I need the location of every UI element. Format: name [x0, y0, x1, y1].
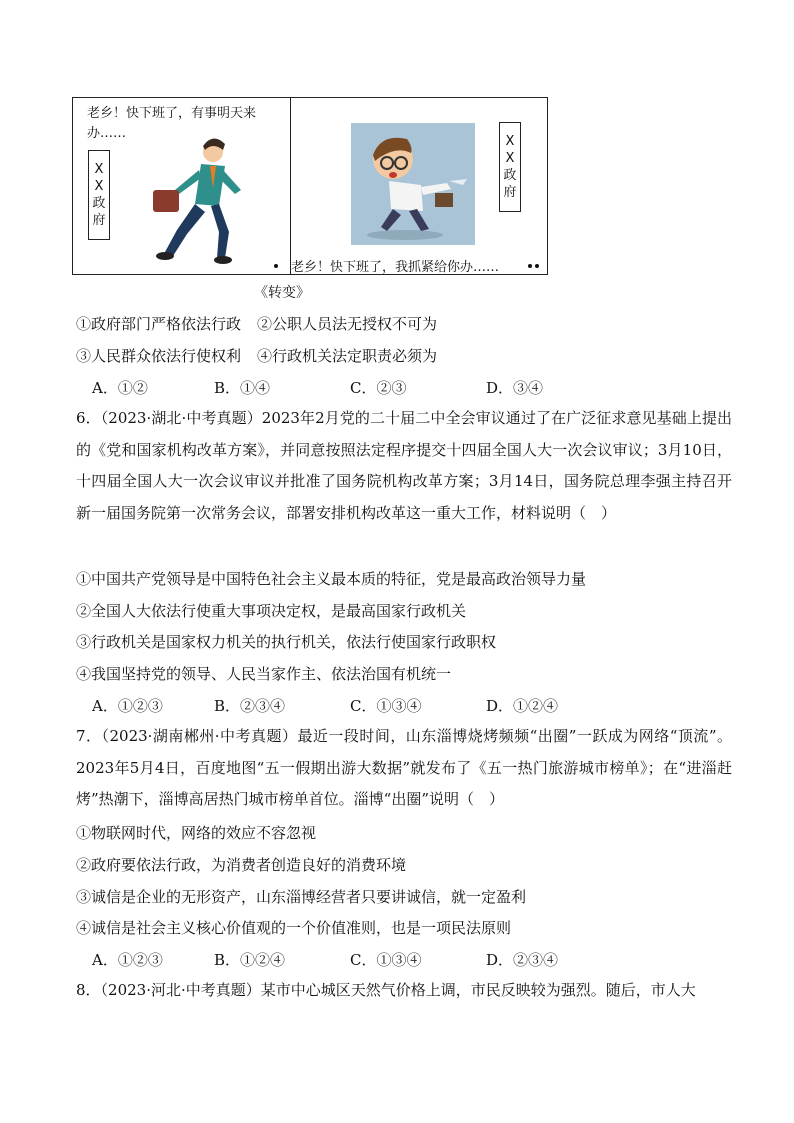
hurrying-official-illustration — [113, 134, 253, 266]
left-speech-text: 老乡！快下班了，有事明天来办…… — [87, 106, 257, 141]
dot-decoration — [274, 264, 278, 268]
option-a: A．①②③ — [92, 697, 163, 715]
panel-divider — [290, 98, 291, 274]
question-7-stem: 7．（2023·湖南郴州·中考真题）最近一段时间，山东淄博烧烤频频“出圈”一跃成为网络“顶流”。2023年5月4日，百度地图“五一假期出游大数据”就发布了《五一热门旅游城市榜单》；在“进淄赶烤”热潮下，淄博高居热门城市榜单首位。淄博“出圈”说明（ ） — [76, 727, 732, 808]
running-official-illustration — [351, 123, 475, 245]
option-d: D．①②④ — [486, 697, 559, 715]
answer-options — [92, 949, 558, 970]
answer-options — [92, 377, 543, 398]
dot-decoration — [535, 264, 539, 268]
option-a: A．①②③ — [92, 951, 163, 969]
question-8-stem: 8．（2023·河北·中考真题）某市中心城区天然气价格上调，市民反映较为强烈。随后，市人大 — [76, 981, 696, 999]
statement: ③人民群众依法行使权利 ④行政机关法定职责必须为 — [76, 347, 438, 365]
answer-options — [92, 695, 558, 716]
option-b: B．①②④ — [214, 951, 286, 969]
left-government-sign: X X 政 府 — [88, 150, 110, 240]
option-a: A．①② — [92, 379, 148, 397]
option-d: D．③④ — [486, 379, 544, 397]
cartoon-caption: 《转变》 — [254, 285, 310, 301]
option-b: B．①④ — [214, 379, 271, 397]
dot-decoration — [528, 264, 532, 268]
option-d: D．②③④ — [486, 951, 559, 969]
statement: ①中国共产党领导是中国特色社会主义最本质的特征，党是最高政治领导力量 — [76, 570, 587, 588]
statement: ③行政机关是国家权力机关的执行机关，依法行使国家行政职权 — [76, 633, 497, 651]
option-b: B．②③④ — [214, 697, 286, 715]
statement: ①物联网时代，网络的效应不容忽视 — [76, 824, 317, 842]
question-6-stem: 6．（2023·湖北·中考真题）2023年2月党的二十届二中全会审议通过了在广泛征求意见基础上提出的《党和国家机构改革方案》，并同意按照法定程序提交十四届全国人大一次会议审议；3月10日，十四届全国人大一次会议审议并批准了国务院机构改革方案；3月14日，国务院总理李强主持召开新一届国务院第一次常务会议，部署安排机构改革这一重大工作，材料说明（ ） — [76, 409, 732, 522]
right-speech-text: 老乡！快下班了，我抓紧给你办…… — [291, 260, 500, 275]
cartoon-figure — [72, 97, 548, 275]
right-government-sign: X X 政 府 — [499, 122, 521, 212]
option-c: C．①③④ — [350, 697, 422, 715]
statement: ④诚信是社会主义核心价值观的一个价值准则，也是一项民法原则 — [76, 919, 512, 937]
option-c: C．①③④ — [350, 951, 422, 969]
statement: ①政府部门严格依法行政 ②公职人员法无授权不可为 — [76, 315, 438, 333]
statement: ②全国人大依法行使重大事项决定权，是最高国家行政机关 — [76, 602, 467, 620]
option-c: C．②③ — [350, 379, 407, 397]
statement: ②政府要依法行政，为消费者创造良好的消费环境 — [76, 856, 407, 874]
statement: ③诚信是企业的无形资产，山东淄博经营者只要讲诚信，就一定盈利 — [76, 888, 527, 906]
statement: ④我国坚持党的领导、人民当家作主、依法治国有机统一 — [76, 665, 452, 683]
